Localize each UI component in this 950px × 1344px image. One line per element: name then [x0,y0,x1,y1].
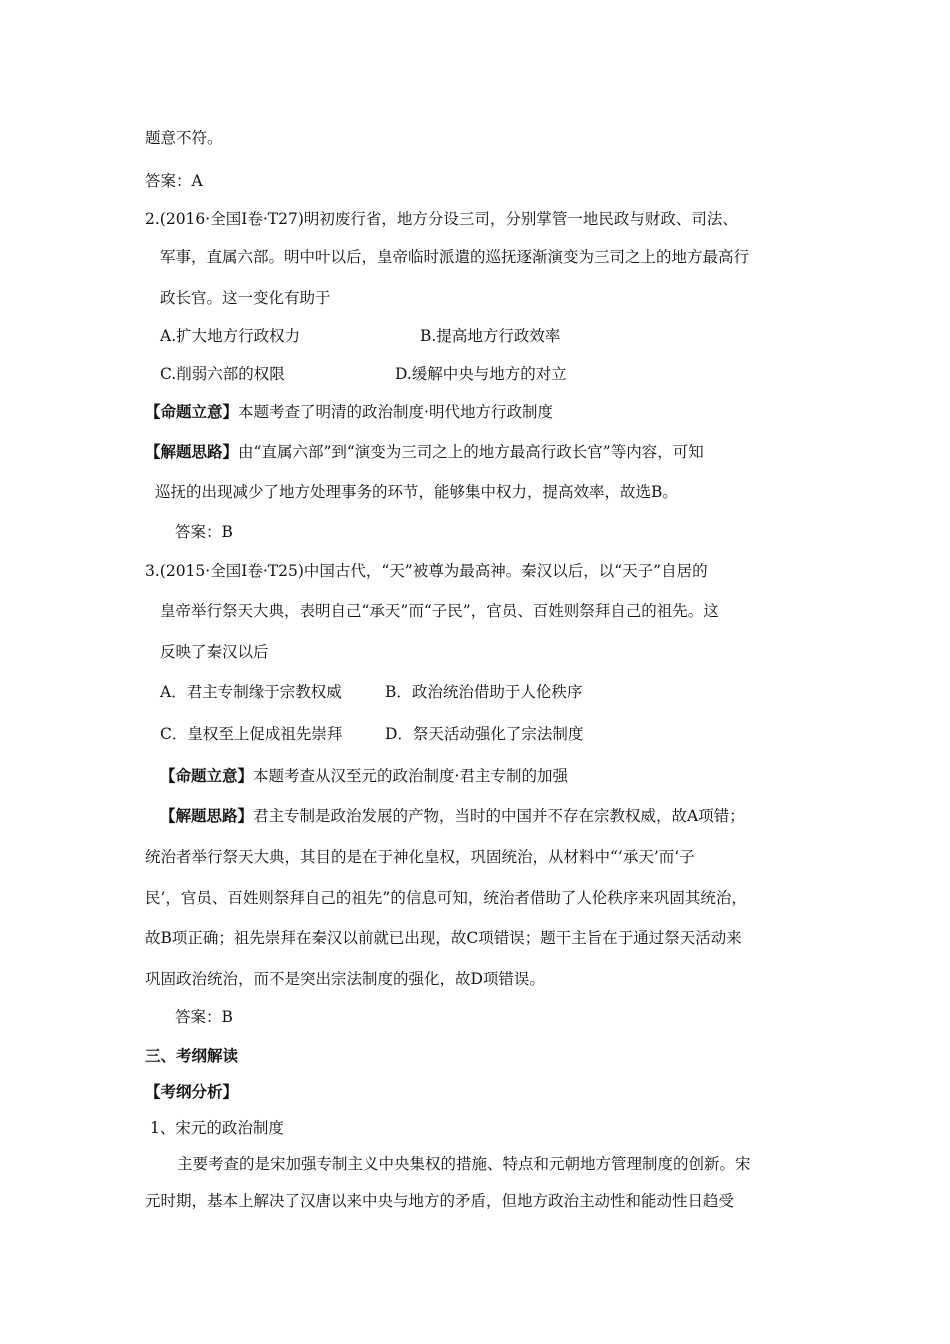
q3-idea-line1: 君主专制是政治发展的产物，当时的中国并不存在宗教权威，故A项错； [253,807,745,825]
q3-idea-line4: 故B项正确；祖先崇拜在秦汉以前就已出现，故C项错误；题干主旨在于通过祭天活动来 [145,929,742,947]
q3-intent-label: 【命题立意】 [160,766,254,785]
q3-option-c: C．皇权至上促成祖先崇拜 [160,725,343,743]
q2-option-b: B.提高地方行政效率 [420,327,561,345]
q2-intent-text: 本题考查了明清的政治制度·明代地方行政制度 [238,403,553,421]
q3-stem-line1: 3.(2015·全国Ⅰ卷·T25)中国古代，“天”被尊为最高神。秦汉以后，以“天子”自居的 [145,562,708,580]
item1-line1: 主要考查的是宋加强专制主义中央集权的措施、特点和元朝地方管理制度的创新。宋 [177,1155,751,1173]
q2-idea-label: 【解题思路】 [145,442,239,461]
q2-idea-line2: 巡抚的出现减少了地方处理事务的环节，能够集中权力，提高效率，故选B。 [155,483,678,501]
q2-stem-line3: 政长官。这一变化有助于 [160,289,331,307]
q1-tail-text: 题意不符。 [145,129,223,147]
q2-option-a: A.扩大地方行政权力 [160,327,301,345]
q2-option-c: C.削弱六部的权限 [160,365,285,383]
q2-stem-line1: 2.(2016·全国Ⅰ卷·T27)明初废行省，地方分设三司，分别掌管一地民政与财政、司法、 [145,210,738,228]
item1-line2: 元时期，基本上解决了汉唐以来中央与地方的矛盾，但地方政治主动性和能动性日趋受 [145,1192,735,1210]
q2-idea [145,441,704,463]
q3-stem-line2: 皇帝举行祭天大典，表明自己“承天”而“子民”，官员、百姓则祭拜自己的祖先。这 [160,602,719,620]
q3-stem-line3: 反映了秦汉以后 [160,643,269,661]
q2-answer: 答案：B [175,523,233,541]
q3-idea-label: 【解题思路】 [160,806,254,825]
q1-answer: 答案：A [145,172,203,190]
q3-answer: 答案：B [175,1008,233,1026]
q3-idea-line3: 民’，官员、百姓则祭拜自己的祖先”的信息可知，统治者借助了人伦秩序来巩固其统治， [145,889,747,907]
q3-intent [160,765,568,787]
item1-title: 1、宋元的政治制度 [150,1119,284,1137]
q2-option-d: D.缓解中央与地方的对立 [395,365,567,383]
outline-analysis-label: 【考纲分析】 [145,1082,239,1101]
q3-option-a: A．君主专制缘于宗教权威 [160,683,342,701]
q2-intent [145,401,553,423]
q2-idea-line1: 由“直属六部”到“演变为三司之上的地方最高行政长官”等内容，可知 [238,443,704,461]
q3-option-d: D．祭天活动强化了宗法制度 [385,725,584,743]
q3-option-b: B．政治统治借助于人伦秩序 [385,683,583,701]
q2-intent-label: 【命题立意】 [145,402,239,421]
q3-intent-text: 本题考查从汉至元的政治制度·君主专制的加强 [253,767,568,785]
q3-idea-line5: 巩固政治统治，而不是突出宗法制度的强化，故D项错误。 [145,970,545,988]
section-heading: 三、考纲解读 [145,1046,239,1065]
q3-idea-line2: 统治者举行祭天大典，其目的是在于神化皇权，巩固统治，从材料中“‘承天’而‘子 [145,848,695,866]
q2-stem-line2: 军事，直属六部。明中叶以后，皇帝临时派遣的巡抚逐渐演变为三司之上的地方最高行 [160,248,750,266]
q3-idea [160,805,745,827]
